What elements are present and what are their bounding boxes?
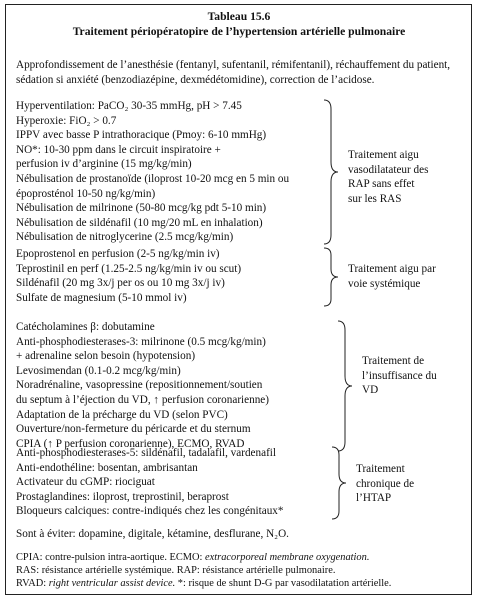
list-item: Bloqueurs calciques: contre-indiqués chez les congénitaux* xyxy=(16,505,284,518)
list-item: Activateur du cGMP: riociguat xyxy=(16,476,155,489)
list-item: Ouverture/non-fermeture du péricarde et du sternum xyxy=(16,423,251,436)
intro-paragraph: Approfondissement de l’anesthésie (fentanyl, sufentanil, rémifentanil), réchauffement du patient, sédation si anxiété (benzodiazépine, dexmédétomidine), correction de l’acidose. xyxy=(16,59,451,86)
group-acute-systemic xyxy=(16,247,241,305)
list-item: Teprostinil en perf (1.25-2.5 ng/kg/min iv ou scut) xyxy=(16,262,242,275)
list-item: CPIA (↑ P perfusion coronarienne), ECMO, RVAD xyxy=(16,437,245,450)
list-item: Sulfate de magnesium (5-10 mmol iv) xyxy=(16,291,187,304)
list-item: Nébulisation de milrinone (50-80 mcg/kg pdt 5-10 min) xyxy=(16,202,267,215)
group-rv-failure xyxy=(16,320,269,451)
group-label-rv-failure: Traitement de l’insuffisance du VD xyxy=(362,355,437,397)
list-item: Nébulisation de prostanoïde (iloprost 10-20 mcg en 5 min ou xyxy=(16,172,290,185)
list-item: IPPV avec basse P intrathoracique (Pmoy: 6-10 mmHg) xyxy=(16,129,267,142)
footnote-rvad: RVAD: right ventricular assist device. *: risque de shunt D-G par vasodilatation artérielle. xyxy=(16,578,392,589)
list-item: Anti-phosphodiesterases-3: milrinone (0.5 mcg/kg/min) xyxy=(16,335,266,348)
group-label-acute-systemic: Traitement aigu par voie systémique xyxy=(348,263,436,290)
list-item: Hyperoxie: FiO₂ > 0.7 xyxy=(16,114,117,127)
footnote-ras-rap: RAS: résistance artérielle systémique. RAP: résistance artérielle pulmonaire. xyxy=(16,565,336,576)
table-title: Traitement périopératopire de l’hypertension artérielle pulmonaire xyxy=(72,25,406,38)
group-label-chronic: Traitement chronique de l’HTAP xyxy=(356,463,415,505)
brace-icon xyxy=(322,247,342,307)
list-item: Nébulisation de nitroglycerine (2.5 mcg/kg/min) xyxy=(16,231,234,244)
list-item: époprosténol 10-50 ng/kg/min) xyxy=(16,187,156,200)
list-item: Hyperventilation: PaCO₂ 30-35 mmHg, pH > 7.45 xyxy=(16,100,242,112)
list-item: Adaptation de la précharge du VD (selon PVC) xyxy=(16,408,228,421)
table-number: Tableau 15.6 xyxy=(207,10,271,23)
brace-icon xyxy=(336,320,356,452)
brace-icon xyxy=(322,99,342,245)
group-label-acute-vasodilator: Traitement aigu vasodilatateur des RAP sans effet sur les RAS xyxy=(348,149,429,205)
list-item: Nébulisation de sildénafil (10 mg/20 mL en inhalation) xyxy=(16,216,263,229)
list-item: Epoprostenol en perfusion (2-5 ng/kg/min iv) xyxy=(16,248,220,260)
footnote-cpia: CPIA: contre-pulsion intra-aortique. ECMO: extracorporeal membrane oxygenation. xyxy=(16,552,370,563)
list-item: NO*: 10-30 ppm dans le circuit inspiratoire + xyxy=(16,143,221,156)
list-item: Noradrénaline, vasopressine (repositionnement/soutien xyxy=(16,379,263,392)
list-item: Catécholamines β: dobutamine xyxy=(16,321,155,333)
list-item: du septum à l’éjection du VD, ↑ perfusion coronarienne) xyxy=(16,393,269,406)
avoid-list: Sont à éviter: dopamine, digitale, kétamine, desflurane, N₂O. xyxy=(16,528,289,540)
list-item: Levosimendan (0.1-0.2 mcg/kg/min) xyxy=(16,364,181,377)
group-acute-vasodilator xyxy=(16,99,289,245)
list-item: + adrenaline selon besoin (hypotension) xyxy=(16,350,196,363)
list-item: Anti-phosphodiesterases-5: sildénafil, tadalafil, vardenafil xyxy=(16,447,277,459)
list-item: perfusion iv d’arginine (15 mg/kg/min) xyxy=(16,158,192,171)
list-item: Sildénafil (20 mg 3x/j per os ou 10 mg 3x/j iv) xyxy=(16,277,225,290)
group-chronic xyxy=(16,446,283,519)
list-item: Anti-endothéline: bosentan, ambrisantan xyxy=(16,461,198,474)
brace-icon xyxy=(330,446,350,520)
list-item: Prostaglandines: iloprost, treprostinil, beraprost xyxy=(16,490,229,503)
footnotes xyxy=(16,551,391,590)
